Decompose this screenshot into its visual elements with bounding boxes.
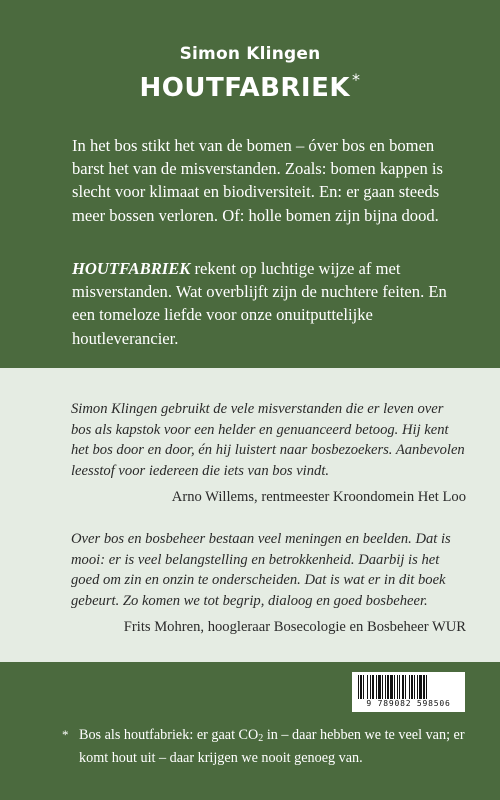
book-title	[0, 70, 500, 103]
footnote-text	[79, 726, 482, 768]
barcode-bar	[394, 675, 395, 699]
barcode-bars	[358, 675, 459, 699]
barcode-bar	[387, 675, 389, 699]
barcode-bar	[358, 675, 359, 699]
blurb-text-1: In het bos stikt het van de bomen – óver bos en bomen barst het van de misverstanden. Zoals: bomen kappen is slecht voor klimaat en biodiversiteit. En: er gaan steeds meer bossen verloren. Of: holle bomen zijn bijna dood.	[72, 136, 443, 225]
barcode-bar	[360, 675, 362, 699]
footnote-text-post: in – daar hebben we te veel van; er komt hout uit – daar krijgen we nooit genoeg van.	[79, 727, 465, 766]
endorsement-text: Over bos en bosbeheer bestaan veel meningen en beelden. Dat is mooi: er is veel belangstelling en betrokkenheid. Daarbij is het goed om zin en onzin te onderscheiden. Dat is wat er in dit boek gebeurt. Zo komen we tot begrip, dialoog en goed bosbeheer.	[71, 531, 451, 609]
barcode-bar	[397, 675, 398, 699]
barcode-bar	[370, 675, 371, 699]
barcode-number: 9 789082 598506	[366, 699, 451, 708]
endorsement-text: Simon Klingen gebruikt de vele misverstanden die er leven over bos als kapstok voor een helder en genuanceerd betoog. Hij kent het bos door en door, én hij luistert naar bosbezoekers. Aanbevolen leesstof voor iedereen die iets van bos vindt.	[71, 401, 465, 479]
blurb-paragraph-2	[72, 257, 452, 350]
barcode-bar	[411, 675, 413, 699]
barcode-bar	[385, 675, 386, 699]
footnote-text-pre: Bos als houtfabriek: er gaat CO	[79, 727, 259, 743]
barcode-bar	[417, 675, 418, 699]
blurb-title-ref: HOUTFABRIEK	[72, 259, 191, 278]
barcode-bar	[426, 675, 427, 699]
barcode-bar	[390, 675, 393, 699]
endorsements-panel	[0, 368, 500, 662]
barcode-bar	[405, 675, 406, 699]
endorsement-1	[71, 399, 466, 508]
endorsement-attribution: Frits Mohren, hoogleraar Bosecologie en Bosbeheer WUR	[123, 619, 466, 635]
footnote-mark: *	[62, 727, 69, 742]
author-name: Simon Klingen	[179, 44, 321, 64]
barcode-bar	[367, 675, 368, 699]
barcode-bar	[399, 675, 400, 699]
endorsement-attribution: Arno Willems, rentmeester Kroondomein Het Loo	[171, 489, 466, 505]
barcode-bar	[402, 675, 404, 699]
endorsement-2	[71, 529, 466, 638]
barcode-bar	[414, 675, 415, 699]
footnote-subscript: 2	[258, 733, 264, 744]
title-footnote-mark: *	[352, 70, 361, 89]
barcode-bar	[419, 675, 422, 699]
barcode-bar	[363, 675, 364, 699]
book-title-text: HOUTFABRIEK	[139, 73, 351, 103]
barcode-bar	[378, 675, 381, 699]
top-green-section	[0, 0, 500, 368]
barcode-bar	[382, 675, 383, 699]
blurb-text-2	[72, 257, 452, 350]
blurb-paragraph-1	[72, 134, 452, 227]
barcode-bar	[423, 675, 425, 699]
barcode-bar	[409, 675, 410, 699]
barcode-bar	[372, 675, 374, 699]
footnote	[62, 726, 482, 768]
isbn-barcode	[352, 672, 465, 712]
barcode-bar	[376, 675, 377, 699]
blurb-text-2-rest: rekent op luchtige wijze af met misverstanden. Wat overblijft zijn de nuchtere feiten. En een tomeloze liefde voor onze onuitputtelijke houtleverancier.	[72, 259, 447, 348]
